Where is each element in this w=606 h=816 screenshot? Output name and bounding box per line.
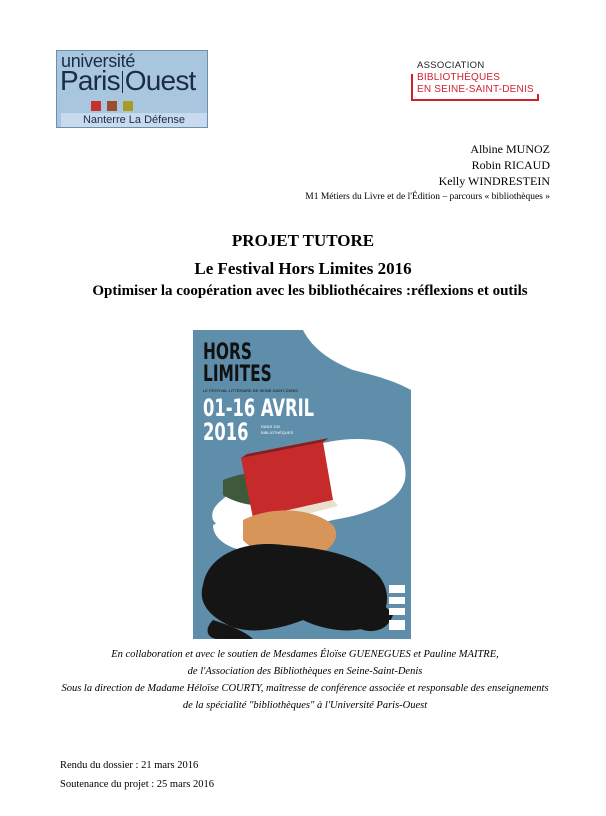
- association-logo: [410, 60, 545, 106]
- festival-poster: [193, 330, 411, 639]
- collaboration-text: [60, 646, 550, 714]
- author-name: Albine MUNOZ: [470, 142, 550, 156]
- university-logo-line3: Nanterre La Défense: [61, 113, 207, 127]
- defense-date: Soutenance du projet : 25 mars 2016: [60, 779, 214, 790]
- poster-dates: [203, 396, 314, 444]
- association-logo-line2: BIBLIOTHÈQUES: [417, 72, 501, 83]
- dates-block: [60, 756, 214, 794]
- association-logo-line3: EN SEINE-SAINT-DENIS: [417, 84, 534, 95]
- association-logo-line1: ASSOCIATION: [417, 60, 485, 71]
- poster-tagline: LE FESTIVAL LITTÉRAIRE DE SEINE-SAINT-DENIS: [203, 388, 298, 393]
- collaboration-line1: En collaboration et avec le soutien de Mesdames Éloïse GUENEGUES et Pauline MAITRE,: [111, 649, 499, 660]
- poster-title-line1: HORS: [203, 340, 252, 365]
- logo-square-brown: [107, 101, 117, 111]
- submission-date: Rendu du dossier : 21 mars 2016: [60, 760, 199, 771]
- collaboration-line2: de l'Association des Bibliothèques en Seine-Saint-Denis: [187, 666, 423, 677]
- collaboration-line3: Sous la direction de Madame Héloïse COURTY, maîtresse de conférence associée et responsable des enseignements de la spécialité "bibliothèques" à l'Université Paris-Ouest: [61, 683, 549, 711]
- poster-extra: DANS 100 BIBLIOTHÈQUES: [261, 424, 294, 435]
- poster-title: [203, 342, 272, 386]
- author-name: Kelly WINDRESTEIN: [438, 174, 550, 188]
- document-description: Optimiser la coopération avec les bibliothécaires :réflexions et outils: [92, 283, 528, 299]
- poster-dates-line1: 01-16 AVRIL: [203, 394, 315, 422]
- poster-title-line2: LIMITES: [203, 362, 272, 387]
- logo-square-olive: [123, 101, 133, 111]
- university-logo: [56, 50, 208, 128]
- poster-dates-line2: 2016: [203, 418, 249, 446]
- university-logo-line2: Paris Ouest: [60, 65, 196, 96]
- document-subtitle: Le Festival Hors Limites 2016: [194, 259, 412, 278]
- author-name: Robin RICAUD: [471, 158, 550, 172]
- university-logo-squares: [91, 101, 133, 111]
- university-logo-line1: université: [61, 51, 136, 71]
- program-name: M1 Métiers du Livre et de l'Édition – parcours « bibliothèques »: [305, 192, 550, 202]
- document-title: PROJET TUTORE: [231, 231, 375, 250]
- authors-block: [305, 141, 550, 205]
- logo-square-red: [91, 101, 101, 111]
